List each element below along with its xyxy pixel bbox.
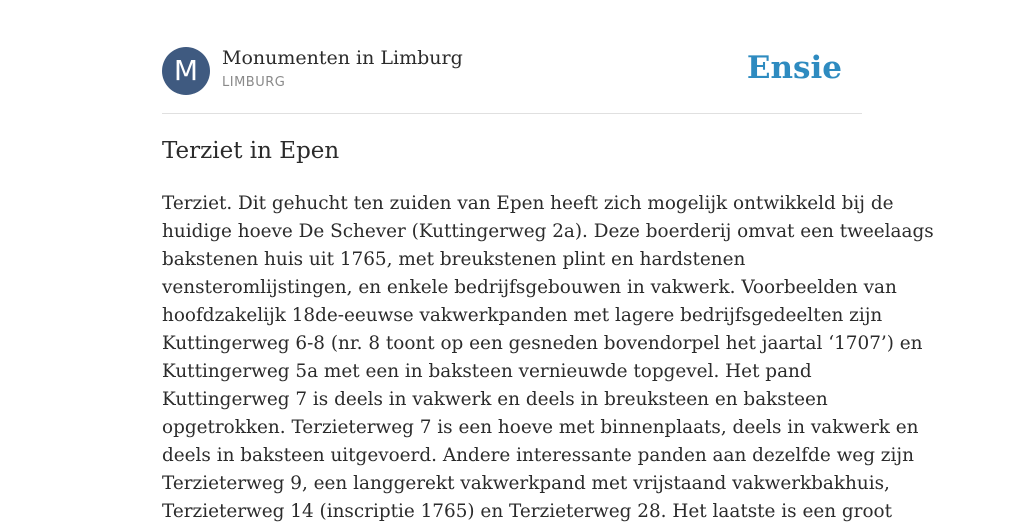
article-line: Terziet. Dit gehucht ten zuiden van Epen heeft zich mogelijk ontwikkeld bij de (162, 193, 894, 214)
brand-logo[interactable]: Ensie (746, 50, 842, 86)
article-line: Terzieterweg 9, een langgerekt vakwerkpand met vrijstaand vakwerkbakhuis, (162, 473, 890, 494)
header-divider (162, 113, 862, 114)
article-line: deels in baksteen uitgevoerd. Andere interessante panden aan dezelfde weg zijn (162, 445, 914, 466)
page-header (162, 47, 862, 97)
article-line: opgetrokken. Terzieterweg 7 is een hoeve met binnenplaats, deels in vakwerk en (162, 417, 919, 438)
article-line: hoofdzakelijk 18de-eeuwse vakwerkpanden met lagere bedrijfsgedeelten zijn (162, 305, 883, 326)
collection-subtitle[interactable]: LIMBURG (222, 75, 286, 90)
article-line: Kuttingerweg 5a met een in baksteen vernieuwde topgevel. Het pand (162, 361, 812, 382)
collection-title[interactable]: Monumenten in Limburg (222, 47, 463, 69)
article-body (162, 190, 934, 526)
article-line: Terzieterweg 14 (inscriptie 1765) en Terzieterweg 28. Het laatste is een groot (162, 501, 893, 522)
article-line: huidige hoeve De Schever (Kuttingerweg 2a). Deze boerderij omvat een tweelaags (162, 221, 934, 242)
avatar[interactable]: M (162, 47, 210, 95)
article-line: bakstenen huis uit 1765, met breukstenen plint en hardstenen (162, 249, 746, 270)
article-line: Kuttingerweg 6-8 (nr. 8 toont op een gesneden bovendorpel het jaartal ‘1707’) en (162, 333, 923, 354)
article-line: vensteromlijstingen, en enkele bedrijfsgebouwen in vakwerk. Voorbeelden van (162, 277, 897, 298)
article-heading: Terziet in Epen (162, 138, 340, 164)
article-line: Kuttingerweg 7 is deels in vakwerk en deels in breuksteen en baksteen (162, 389, 828, 410)
